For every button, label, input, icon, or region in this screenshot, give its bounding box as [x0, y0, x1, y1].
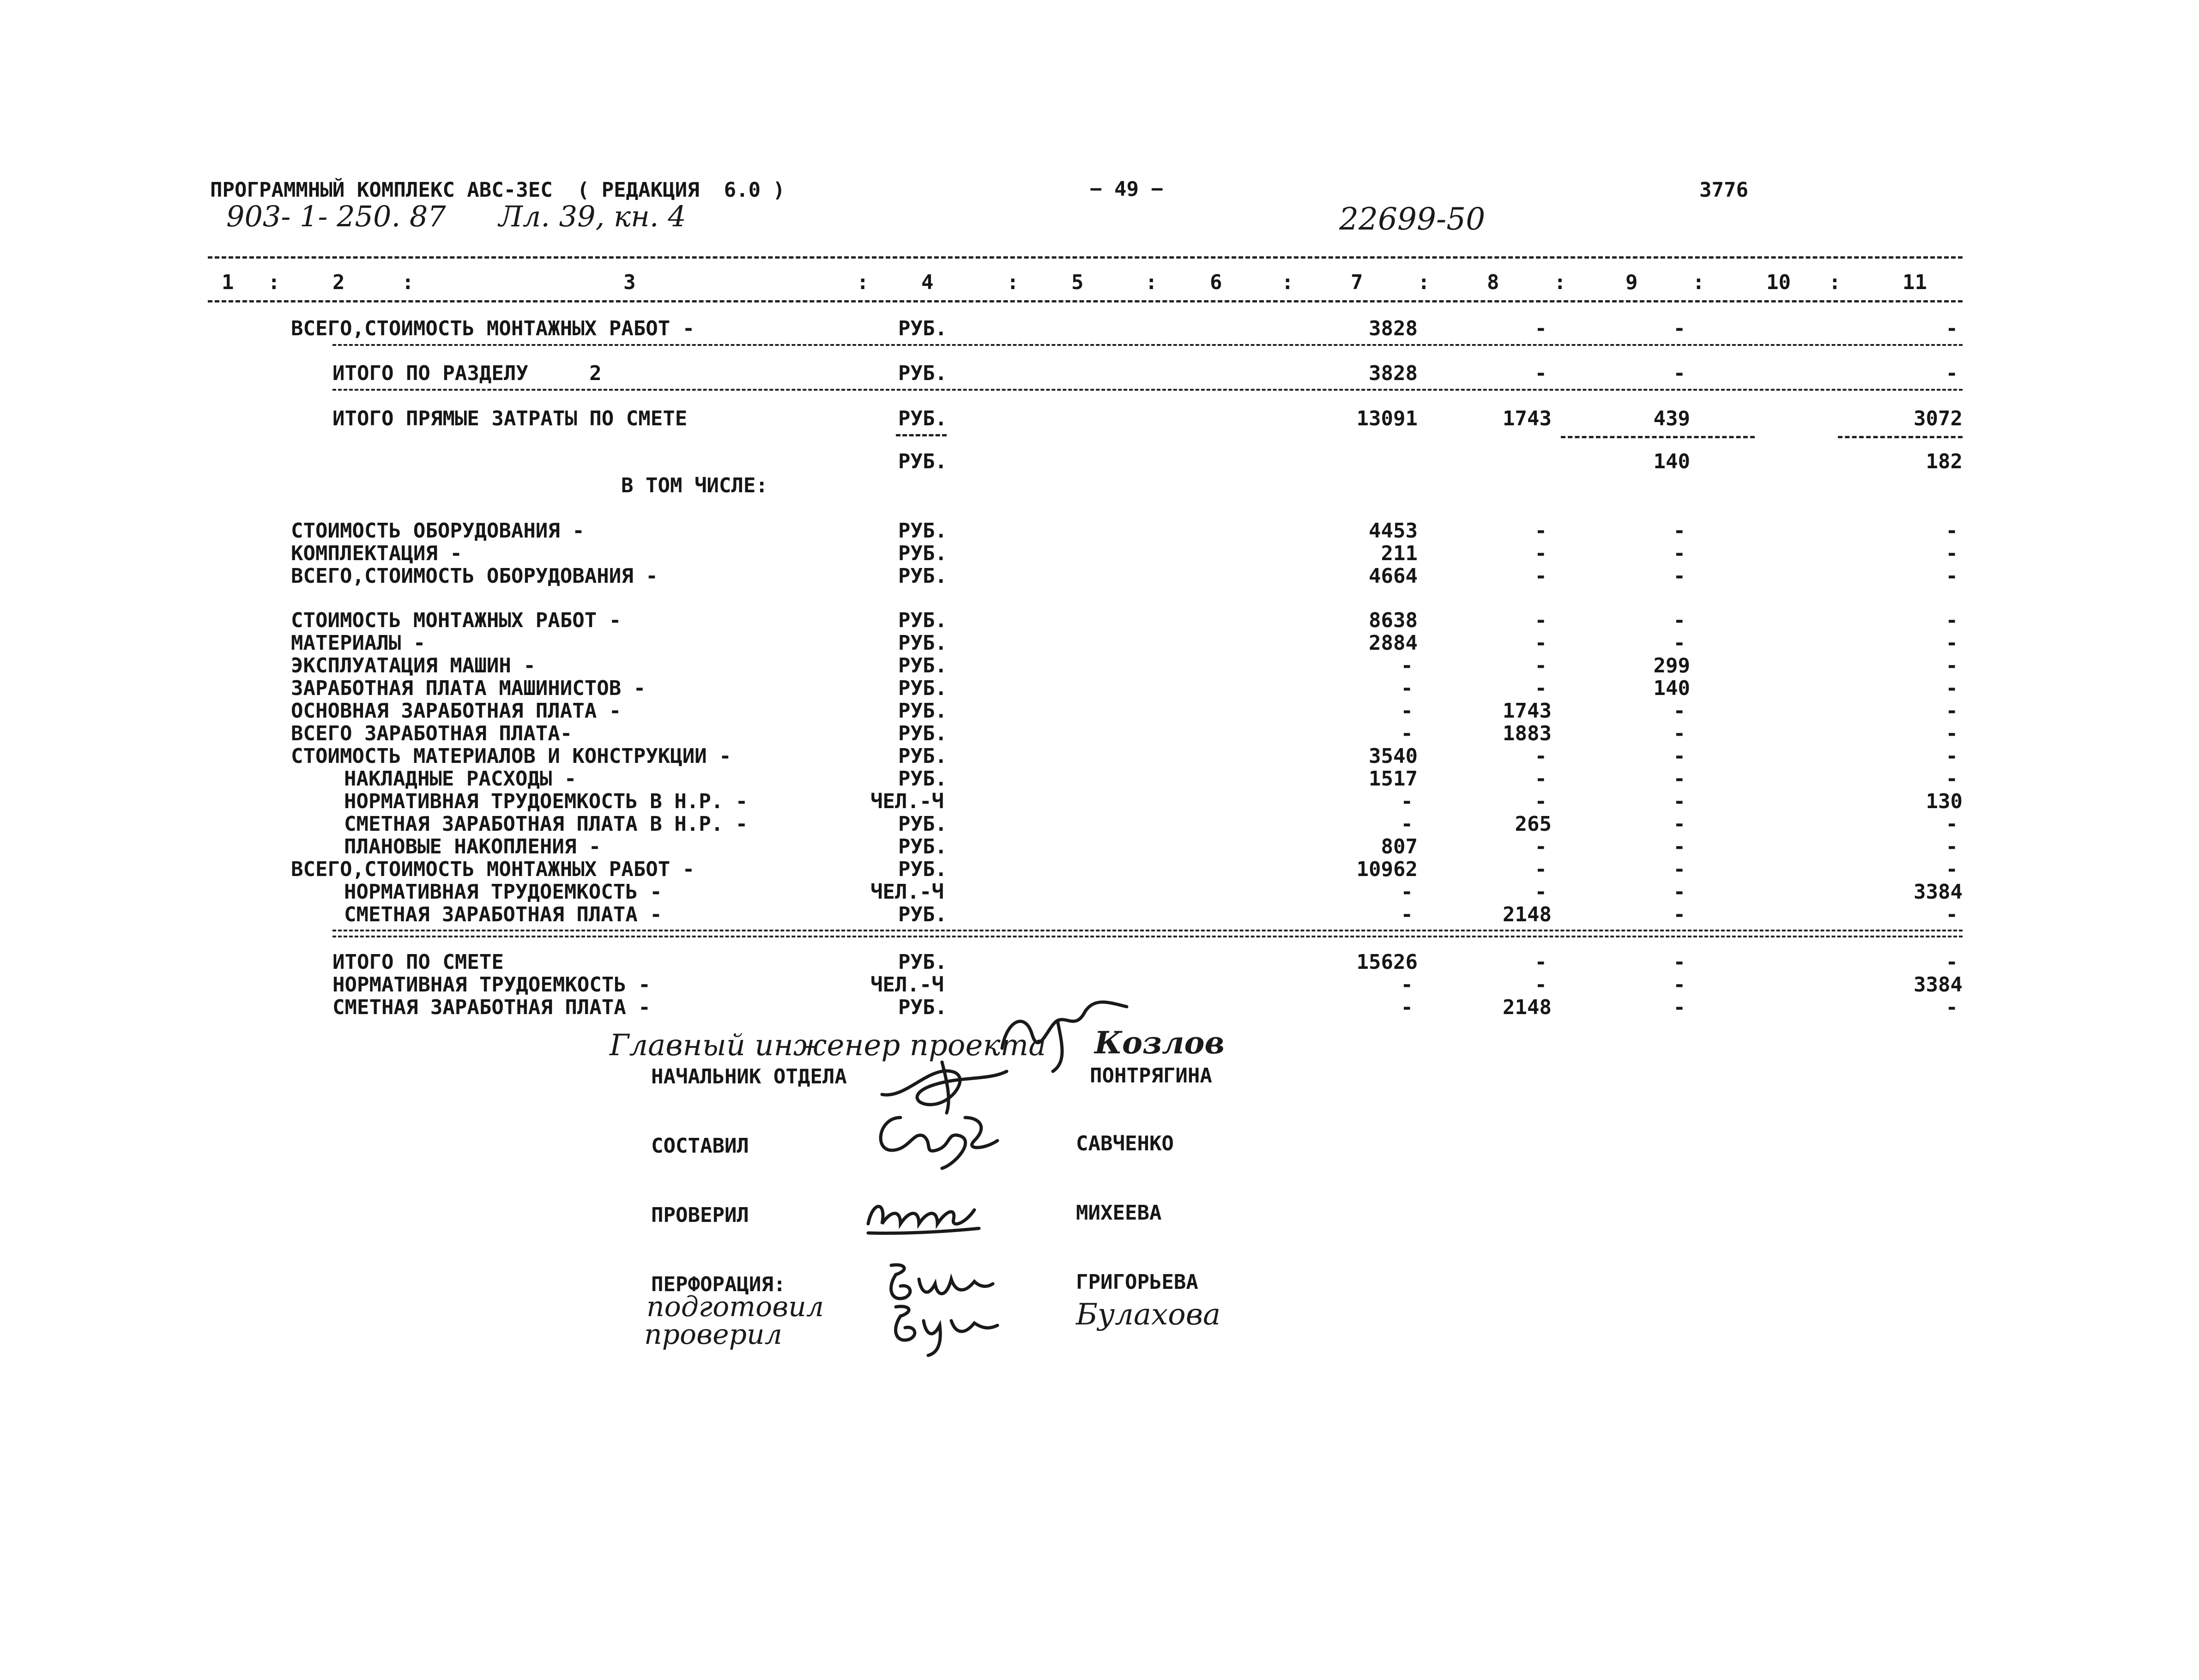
checked-by-label: ПРОВЕРИЛ	[651, 1203, 749, 1227]
row-label: НОРМАТИВНАЯ ТРУДОЕМКОСТЬ В Н.Р. -	[344, 790, 748, 813]
perforation-label: ПЕРФОРАЦИЯ:	[651, 1273, 786, 1296]
column-number-6: 6	[1210, 271, 1222, 294]
row-value-c9: -	[1673, 858, 1685, 881]
column-number-11: 11	[1903, 271, 1927, 294]
row-value-c9: -	[1673, 564, 1685, 588]
row-label: ИТОГО ПРЯМЫЕ ЗАТРАТЫ ПО СМЕТЕ	[332, 407, 688, 430]
row-value-c9: -	[1673, 880, 1685, 904]
row-value-c11: -	[1945, 835, 1958, 858]
row-label: ОСНОВНАЯ ЗАРАБОТНАЯ ПЛАТА -	[291, 699, 622, 723]
column-number-10: 10	[1766, 271, 1791, 294]
row-value-c7: -	[1401, 996, 1413, 1019]
row-value-c8: -	[1534, 677, 1547, 700]
handwritten-project-code: 903- 1- 250. 87	[226, 199, 446, 233]
row-label: МАТЕРИАЛЫ -	[291, 631, 426, 655]
row-unit: РУБ.	[898, 654, 947, 677]
row-value-c9: -	[1673, 542, 1685, 565]
row-label: ВСЕГО,СТОИМОСТЬ МОНТАЖНЫХ РАБОТ -	[291, 317, 695, 340]
row-value-c7: -	[1401, 722, 1413, 745]
row-value-c7: 807	[1381, 835, 1418, 858]
row-value-c7: 15626	[1356, 950, 1418, 974]
handwritten-archive-code: 22699-50	[1339, 201, 1486, 237]
row-value-c9: -	[1673, 950, 1685, 974]
verified-by-name: Булахова	[1076, 1298, 1221, 1332]
row-value-c7: 211	[1381, 542, 1418, 565]
column-number-1: 1	[222, 271, 234, 294]
row-label: СТОИМОСТЬ МОНТАЖНЫХ РАБОТ -	[291, 609, 622, 632]
row-value-c7: 13091	[1356, 407, 1418, 430]
row-value-c7: 3540	[1369, 744, 1418, 768]
row-label: НАКЛАДНЫЕ РАСХОДЫ -	[344, 767, 577, 791]
column-number-8: 8	[1487, 271, 1499, 294]
column-separator: :	[1692, 271, 1705, 294]
row-unit: РУБ.	[898, 631, 947, 655]
row-value-c8: 265	[1515, 812, 1552, 836]
row-label: В ТОМ ЧИСЛЕ:	[621, 474, 768, 497]
row-unit: ЧЕЛ.-Ч	[870, 973, 944, 997]
column-number-9: 9	[1625, 271, 1638, 294]
row-label: СМЕТНАЯ ЗАРАБОТНАЯ ПЛАТА -	[332, 996, 651, 1019]
row-value-c7: -	[1401, 654, 1413, 677]
compiled-by-label: СОСТАВИЛ	[651, 1134, 749, 1158]
row-value-c9: 299	[1653, 654, 1690, 677]
row-unit: РУБ.	[898, 362, 947, 385]
row-value-c7: 1517	[1369, 767, 1418, 791]
row-value-c7: -	[1401, 880, 1413, 904]
row-value-c8: -	[1534, 880, 1547, 904]
column-number-2: 2	[332, 271, 345, 294]
row-value-c8: -	[1534, 835, 1547, 858]
row-value-c11: -	[1945, 699, 1958, 723]
rule-before-total-2	[332, 936, 1963, 937]
column-separator: :	[1145, 271, 1158, 294]
chief-engineer-name: Козлов	[1094, 1025, 1225, 1061]
underline-col11	[1838, 436, 1963, 438]
row-value-c7: 10962	[1356, 858, 1418, 881]
row-unit: РУБ.	[898, 996, 947, 1019]
row-label: ВСЕГО,СТОИМОСТЬ МОНТАЖНЫХ РАБОТ -	[291, 858, 695, 881]
row-label: КОМПЛЕКТАЦИЯ -	[291, 542, 462, 565]
row-value-c7: -	[1401, 677, 1413, 700]
row-value-c7: 8638	[1369, 609, 1418, 632]
signature-checked-by	[859, 1182, 988, 1242]
row-value-c8: 1743	[1503, 699, 1552, 723]
row-value-c11: 3072	[1914, 407, 1963, 430]
row-value-c11: -	[1945, 996, 1958, 1019]
row-label: ВСЕГО,СТОИМОСТЬ ОБОРУДОВАНИЯ -	[291, 564, 658, 588]
row-value-c11: 3384	[1914, 973, 1963, 997]
row-value-c8: -	[1534, 362, 1547, 385]
row-label: НОРМАТИВНАЯ ТРУДОЕМКОСТЬ -	[344, 880, 662, 904]
row-unit: РУБ.	[898, 564, 947, 588]
row-value-c9: 439	[1653, 407, 1690, 430]
row-value-c9: 140	[1653, 677, 1690, 700]
row-unit: РУБ.	[898, 903, 947, 926]
row-value-c9: -	[1673, 812, 1685, 836]
prepared-by-label: подготовил	[646, 1291, 824, 1323]
column-separator: :	[1281, 271, 1294, 294]
row-value-c11: -	[1945, 654, 1958, 677]
row-value-c11: -	[1945, 722, 1958, 745]
row-value-c9: -	[1673, 903, 1685, 926]
row-value-c11: -	[1945, 519, 1958, 543]
row-value-c9: -	[1673, 996, 1685, 1019]
row-label: СМЕТНАЯ ЗАРАБОТНАЯ ПЛАТА -	[344, 903, 662, 926]
row-value-c9: -	[1673, 699, 1685, 723]
row-value-c9: -	[1673, 631, 1685, 655]
row-value-c8: -	[1534, 542, 1547, 565]
row-value-c8: 1883	[1503, 722, 1552, 745]
row-value-c7: 4453	[1369, 519, 1418, 543]
row-label: СТОИМОСТЬ МАТЕРИАЛОВ И КОНСТРУКЦИИ -	[291, 744, 731, 768]
row-value-c8: -	[1534, 654, 1547, 677]
page-number: − 49 −	[1090, 177, 1163, 201]
program-title: ПРОГРАММНЫЙ КОМПЛЕКС АВС-3ЕС ( РЕДАКЦИЯ 6.0 )	[210, 178, 785, 202]
row-label: ЭКСПЛУАТАЦИЯ МАШИН -	[291, 654, 536, 677]
row-label: ПЛАНОВЫЕ НАКОПЛЕНИЯ -	[344, 835, 601, 858]
column-separator: :	[268, 271, 280, 294]
column-number-3: 3	[623, 271, 636, 294]
row-value-c8: -	[1534, 950, 1547, 974]
row-value-c8: -	[1534, 744, 1547, 768]
row-value-c8: -	[1534, 858, 1547, 881]
row-value-c9: -	[1673, 835, 1685, 858]
row-value-c7: -	[1401, 790, 1413, 813]
row-value-c8: -	[1534, 564, 1547, 588]
column-number-4: 4	[921, 271, 934, 294]
row-value-c11: -	[1945, 744, 1958, 768]
row-unit: РУБ.	[898, 767, 947, 791]
row-unit: РУБ.	[898, 519, 947, 543]
rule-header-bottom	[208, 300, 1963, 302]
row-value-c11: -	[1945, 858, 1958, 881]
row-value-c8: 2148	[1503, 996, 1552, 1019]
row-unit: РУБ.	[898, 722, 947, 745]
row-value-c8: -	[1534, 973, 1547, 997]
row-value-c11: -	[1945, 903, 1958, 926]
row-value-c8: -	[1534, 767, 1547, 791]
column-separator: :	[1829, 271, 1841, 294]
rule-after-row1	[332, 344, 1963, 346]
row-unit: РУБ.	[898, 542, 947, 565]
row-unit: РУБ.	[898, 835, 947, 858]
column-separator: :	[857, 271, 869, 294]
row-value-c9: -	[1673, 790, 1685, 813]
row-value-c7: -	[1401, 903, 1413, 926]
row-value-c7: -	[1401, 973, 1413, 997]
row-value-c9: -	[1673, 722, 1685, 745]
row-value-c11: -	[1945, 677, 1958, 700]
underline-unit	[896, 434, 947, 436]
row-value-c11: -	[1945, 812, 1958, 836]
row-value-c11: -	[1945, 609, 1958, 632]
row-value-c11: 182	[1926, 450, 1963, 473]
row-label: СТОИМОСТЬ ОБОРУДОВАНИЯ -	[291, 519, 585, 543]
rule-top	[208, 256, 1963, 259]
column-number-5: 5	[1071, 271, 1084, 294]
column-separator: :	[1007, 271, 1019, 294]
row-unit: РУБ.	[898, 744, 947, 768]
row-unit: РУБ.	[898, 317, 947, 340]
rule-before-total-1	[332, 930, 1963, 931]
row-value-c8: -	[1534, 317, 1547, 340]
handwritten-sheet-ref: Лл. 39, кн. 4	[499, 199, 686, 233]
head-of-department-name: ПОНТРЯГИНА	[1090, 1064, 1212, 1088]
row-value-c7: 3828	[1369, 362, 1418, 385]
row-label: ИТОГО ПО СМЕТЕ	[332, 950, 504, 974]
column-separator: :	[1418, 271, 1430, 294]
row-unit: РУБ.	[898, 812, 947, 836]
chief-engineer-title: Главный инженер проекта	[610, 1028, 1046, 1063]
row-value-c8: 2148	[1503, 903, 1552, 926]
row-value-c11: -	[1945, 564, 1958, 588]
column-separator: :	[402, 271, 414, 294]
row-label: СМЕТНАЯ ЗАРАБОТНАЯ ПЛАТА В Н.Р. -	[344, 812, 748, 836]
row-unit: РУБ.	[898, 858, 947, 881]
signature-perforation-2	[882, 1298, 1002, 1358]
row-value-c8: -	[1534, 631, 1547, 655]
row-value-c11: -	[1945, 362, 1958, 385]
checked-by-name: МИХЕЕВА	[1076, 1201, 1162, 1225]
row-value-c9: -	[1673, 609, 1685, 632]
verified-by-label: проверил	[644, 1318, 782, 1351]
row-value-c11: -	[1945, 542, 1958, 565]
row-unit: РУБ.	[898, 407, 947, 430]
signature-compiled-by	[868, 1099, 1007, 1173]
row-value-c7: -	[1401, 812, 1413, 836]
row-value-c9: -	[1673, 767, 1685, 791]
row-value-c9: 140	[1653, 450, 1690, 473]
row-value-c11: 3384	[1914, 880, 1963, 904]
document-number: 3776	[1699, 178, 1748, 202]
row-value-c7: 2884	[1369, 631, 1418, 655]
row-label: ВСЕГО ЗАРАБОТНАЯ ПЛАТА-	[291, 722, 573, 745]
row-unit: РУБ.	[898, 450, 947, 473]
row-unit: РУБ.	[898, 609, 947, 632]
row-value-c9: -	[1673, 519, 1685, 543]
underline-col9	[1561, 436, 1755, 438]
row-value-c11: -	[1945, 767, 1958, 791]
perforation-name: ГРИГОРЬЕВА	[1076, 1270, 1198, 1294]
row-value-c11: 130	[1926, 790, 1963, 813]
row-value-c11: -	[1945, 631, 1958, 655]
row-value-c11: -	[1945, 317, 1958, 340]
row-label: НОРМАТИВНАЯ ТРУДОЕМКОСТЬ -	[332, 973, 651, 997]
row-value-c7: 3828	[1369, 317, 1418, 340]
row-unit: ЧЕЛ.-Ч	[870, 790, 944, 813]
row-unit: РУБ.	[898, 950, 947, 974]
row-value-c11: -	[1945, 950, 1958, 974]
row-unit: ЧЕЛ.-Ч	[870, 880, 944, 904]
compiled-by-name: САВЧЕНКО	[1076, 1132, 1174, 1155]
column-separator: :	[1554, 271, 1566, 294]
head-of-department-label: НАЧАЛЬНИК ОТДЕЛА	[651, 1065, 847, 1088]
row-value-c7: 4664	[1369, 564, 1418, 588]
row-value-c9: -	[1673, 744, 1685, 768]
row-label: ЗАРАБОТНАЯ ПЛАТА МАШИНИСТОВ -	[291, 677, 646, 700]
row-value-c8: 1743	[1503, 407, 1552, 430]
row-unit: РУБ.	[898, 699, 947, 723]
row-value-c7: -	[1401, 699, 1413, 723]
row-value-c8: -	[1534, 790, 1547, 813]
row-label: ИТОГО ПО РАЗДЕЛУ 2	[332, 362, 602, 385]
column-number-7: 7	[1351, 271, 1363, 294]
row-value-c8: -	[1534, 609, 1547, 632]
row-unit: РУБ.	[898, 677, 947, 700]
row-value-c9: -	[1673, 362, 1685, 385]
row-value-c9: -	[1673, 317, 1685, 340]
row-value-c9: -	[1673, 973, 1685, 997]
row-value-c8: -	[1534, 519, 1547, 543]
rule-after-row2	[332, 389, 1963, 391]
